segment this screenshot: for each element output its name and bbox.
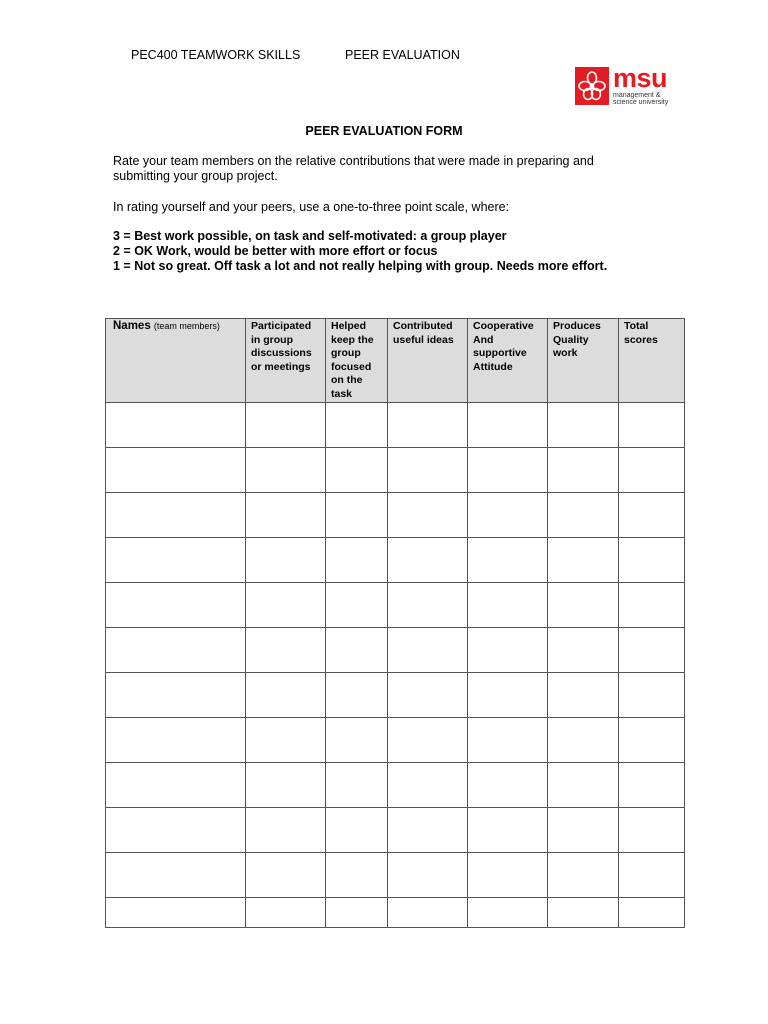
cell-ideas[interactable] [388, 673, 468, 718]
logo-subtitle [613, 92, 668, 106]
cell-names[interactable] [106, 628, 246, 673]
cell-quality[interactable] [548, 853, 619, 898]
cell-participated[interactable] [246, 403, 326, 448]
table-row [106, 853, 685, 898]
evaluation-table [105, 318, 685, 928]
intro-paragraph: Rate your team members on the relative contributions that were made in preparing and submitting your group project. [113, 154, 594, 183]
table-row [106, 718, 685, 763]
cell-ideas[interactable] [388, 538, 468, 583]
cell-ideas[interactable] [388, 853, 468, 898]
cell-attitude[interactable] [468, 763, 548, 808]
cell-total[interactable] [619, 628, 685, 673]
cell-quality[interactable] [548, 448, 619, 493]
names-note: (team members) [153, 321, 220, 331]
table-row [106, 403, 685, 448]
table-header-row [106, 319, 685, 403]
rating-scale [113, 229, 607, 274]
cell-focused[interactable] [326, 403, 388, 448]
cell-attitude[interactable] [468, 853, 548, 898]
cell-ideas[interactable] [388, 403, 468, 448]
cell-attitude[interactable] [468, 493, 548, 538]
col-header-names [106, 319, 246, 403]
cell-total[interactable] [619, 493, 685, 538]
cell-names[interactable] [106, 763, 246, 808]
scale-intro: In rating yourself and your peers, use a one-to-three point scale, where: [113, 200, 510, 214]
cell-focused[interactable] [326, 673, 388, 718]
cell-ideas[interactable] [388, 583, 468, 628]
cell-focused[interactable] [326, 538, 388, 583]
cell-focused[interactable] [326, 628, 388, 673]
cell-participated[interactable] [246, 673, 326, 718]
cell-participated[interactable] [246, 448, 326, 493]
cell-participated[interactable] [246, 763, 326, 808]
cell-total[interactable] [619, 403, 685, 448]
cell-attitude[interactable] [468, 538, 548, 583]
cell-quality[interactable] [548, 898, 619, 928]
cell-total[interactable] [619, 448, 685, 493]
cell-names[interactable] [106, 403, 246, 448]
col-header-focused: Helped keep the group focused on the task [326, 319, 388, 403]
table-row [106, 763, 685, 808]
cell-attitude[interactable] [468, 403, 548, 448]
cell-participated[interactable] [246, 898, 326, 928]
logo-wordmark: msu [613, 63, 668, 93]
col-header-quality: Produces Quality work [548, 319, 619, 403]
cell-total[interactable] [619, 718, 685, 763]
cell-total[interactable] [619, 583, 685, 628]
cell-total[interactable] [619, 673, 685, 718]
cell-quality[interactable] [548, 628, 619, 673]
cell-total[interactable] [619, 853, 685, 898]
cell-quality[interactable] [548, 538, 619, 583]
cell-total[interactable] [619, 538, 685, 583]
cell-attitude[interactable] [468, 583, 548, 628]
cell-total[interactable] [619, 808, 685, 853]
cell-names[interactable] [106, 898, 246, 928]
cell-names[interactable] [106, 808, 246, 853]
cell-focused[interactable] [326, 448, 388, 493]
cell-attitude[interactable] [468, 628, 548, 673]
cell-total[interactable] [619, 763, 685, 808]
cell-quality[interactable] [548, 808, 619, 853]
names-label: Names [113, 320, 151, 332]
logo-subtitle-line2: science university [613, 99, 669, 106]
cell-ideas[interactable] [388, 628, 468, 673]
cell-names[interactable] [106, 673, 246, 718]
cell-ideas[interactable] [388, 493, 468, 538]
section-title: PEER EVALUATION [345, 48, 460, 62]
cell-ideas[interactable] [388, 763, 468, 808]
cell-participated[interactable] [246, 718, 326, 763]
cell-ideas[interactable] [388, 898, 468, 928]
scale-item-3: 3 = Best work possible, on task and self-motivated: a group player [113, 229, 507, 243]
cell-focused[interactable] [326, 583, 388, 628]
cell-ideas[interactable] [388, 718, 468, 763]
table-row [106, 583, 685, 628]
cell-names[interactable] [106, 538, 246, 583]
table-row [106, 808, 685, 853]
cell-focused[interactable] [326, 493, 388, 538]
course-title: PEC400 TEAMWORK SKILLS [131, 48, 301, 62]
cell-total[interactable] [619, 898, 685, 928]
table-row [106, 493, 685, 538]
cell-names[interactable] [106, 493, 246, 538]
cell-participated[interactable] [246, 493, 326, 538]
flower-logo-icon [575, 67, 609, 105]
cell-quality[interactable] [548, 673, 619, 718]
cell-participated[interactable] [246, 538, 326, 583]
scale-item-1: 1 = Not so great. Off task a lot and not really helping with group. Needs more effort. [113, 259, 608, 273]
col-header-total: Total scores [619, 319, 685, 403]
table-row [106, 448, 685, 493]
cell-quality[interactable] [548, 583, 619, 628]
cell-attitude[interactable] [468, 448, 548, 493]
cell-participated[interactable] [246, 853, 326, 898]
cell-focused[interactable] [326, 898, 388, 928]
cell-focused[interactable] [326, 763, 388, 808]
table-row [106, 898, 685, 928]
col-header-ideas: Contributed useful ideas [388, 319, 468, 403]
cell-quality[interactable] [548, 403, 619, 448]
col-header-attitude: Cooperative And supportive Attitude [468, 319, 548, 403]
cell-names[interactable] [106, 583, 246, 628]
cell-quality[interactable] [548, 763, 619, 808]
cell-names[interactable] [106, 853, 246, 898]
table-row [106, 628, 685, 673]
table-row [106, 538, 685, 583]
logo-subtitle-line1: management & [613, 92, 661, 99]
cell-attitude[interactable] [468, 718, 548, 763]
cell-focused[interactable] [326, 808, 388, 853]
table-row [106, 673, 685, 718]
cell-quality[interactable] [548, 718, 619, 763]
scale-item-2: 2 = OK Work, would be better with more effort or focus [113, 244, 438, 258]
cell-names[interactable] [106, 718, 246, 763]
cell-names[interactable] [106, 448, 246, 493]
msu-logo [575, 63, 685, 109]
cell-participated[interactable] [246, 808, 326, 853]
form-title: PEER EVALUATION FORM [305, 124, 463, 138]
cell-ideas[interactable] [388, 448, 468, 493]
cell-participated[interactable] [246, 628, 326, 673]
cell-focused[interactable] [326, 853, 388, 898]
cell-focused[interactable] [326, 718, 388, 763]
col-header-participated: Participated in group discussions or meetings [246, 319, 326, 403]
cell-ideas[interactable] [388, 808, 468, 853]
cell-quality[interactable] [548, 493, 619, 538]
cell-participated[interactable] [246, 583, 326, 628]
cell-attitude[interactable] [468, 673, 548, 718]
cell-attitude[interactable] [468, 808, 548, 853]
cell-attitude[interactable] [468, 898, 548, 928]
